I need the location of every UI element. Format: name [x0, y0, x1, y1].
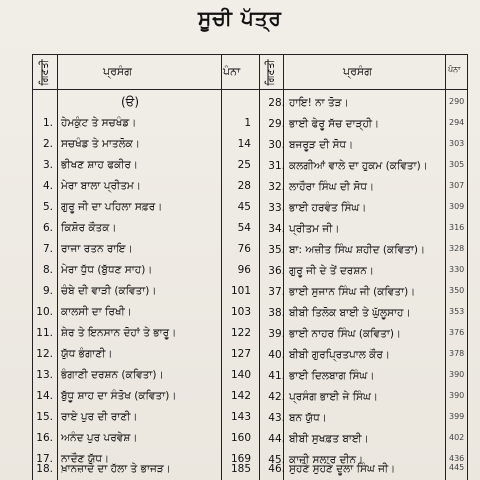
left-row-page: 143: [230, 411, 251, 423]
left-row-topic: ਨਾਦੌਣ ਯੁੱਧ।: [61, 453, 110, 465]
left-row-number: 18.: [36, 463, 53, 475]
left-row-number: 17.: [36, 453, 53, 465]
left-row-topic: ਭੀਖਣ ਸ਼ਾਹ ਫਕੀਰ।: [61, 159, 138, 171]
right-row-topic: ਬਾ: ਅਜ਼ੀਤ ਸਿੰਘ ਸ਼ਹੀਦ (ਕਵਿਤਾ)।: [289, 244, 426, 256]
left-row-page: 96: [237, 264, 251, 276]
left-row-topic: ਬੁੱਧੂ ਸ਼ਾਹ ਦਾ ਸੰਤੋਖ (ਕਵਿਤਾ)।: [61, 390, 177, 402]
right-row-number: 40.: [268, 349, 285, 361]
left-row-number: 3.: [42, 159, 53, 171]
left-row-page: 14: [237, 138, 251, 150]
right-row-number: 39.: [268, 328, 285, 340]
right-row-topic: ਭਾਈ ਦਿਲਬਾਗ ਸਿੰਘ।: [289, 370, 375, 382]
left-row-page: 101: [230, 285, 251, 297]
left-row-topic: ਖ਼ਾਨਜ਼ਾਦੇ ਦਾ ਹੱਲਾ ਤੇ ਭਾਜੜ।: [61, 463, 171, 475]
left-row-topic: ਅਨੰਦ ਪੁਰ ਪਰਵੇਸ਼।: [61, 432, 138, 444]
left-row-topic: ਕਾਲਸੀ ਦਾ ਰਿਖੀ।: [61, 306, 132, 318]
header-left-page: ਪੰਨਾ: [223, 65, 241, 78]
right-row-page: 378: [449, 349, 465, 358]
right-row: [259, 139, 469, 160]
left-row-number: 15.: [36, 411, 53, 423]
right-row-topic: ਕਲਗੀਆਂ ਵਾਲੇ ਦਾ ਹੁਕਮ (ਕਵਿਤਾ)।: [289, 160, 428, 172]
right-row-number: 45.: [268, 454, 285, 466]
right-row: [259, 202, 469, 223]
right-row-topic: ਲਾਹੌਰਾ ਸਿੰਘ ਦੀ ਸੋਧ।: [289, 181, 375, 193]
left-row-topic: ਰਾਏ ਪੁਰ ਦੀ ਰਾਣੀ।: [61, 411, 138, 423]
left-row-number: 12.: [36, 348, 53, 360]
right-row-number: 42.: [268, 391, 285, 403]
left-row: [33, 159, 259, 180]
right-row-page: 436: [449, 454, 465, 463]
right-row-page: 303: [449, 139, 465, 148]
right-row-page: 305: [449, 160, 465, 169]
right-row-topic: ਭਾਈ ਸੁਜਾਨ ਸਿੰਘ ਜੀ (ਕਵਿਤਾ)।: [289, 286, 416, 298]
left-row-page: 169: [230, 453, 251, 465]
contents-table: [32, 54, 468, 480]
left-row-page: 76: [237, 243, 251, 255]
right-row: [259, 307, 469, 328]
right-row: [259, 118, 469, 139]
right-row: [259, 223, 469, 244]
left-row-page: 1: [244, 117, 251, 129]
right-row: [259, 97, 469, 118]
right-row-page: 316: [449, 223, 465, 232]
left-row: [33, 411, 259, 432]
right-row-page: 294: [449, 118, 465, 127]
left-row-number: 7.: [42, 243, 53, 255]
left-row-page: 140: [230, 369, 251, 381]
left-row-number: 10.: [36, 306, 53, 318]
right-row-topic: ਪ੍ਰਸੰਗ ਭਾਈ ਜੇ ਸਿੰਘ।: [289, 391, 378, 403]
right-row: [259, 286, 469, 307]
header-rule: [33, 89, 467, 90]
right-row: [259, 244, 469, 265]
page-title: ਸੂਚੀ ਪੱਤ੍ਰ: [198, 6, 282, 30]
left-row: [33, 138, 259, 159]
left-row: [33, 432, 259, 453]
header-right-number: ਗਿਣਤੀ: [265, 59, 277, 86]
left-row-topic: ਮੇਰਾ ਬਾਲਾ ਪ੍ਰੀਤਮ।: [61, 180, 141, 192]
right-row-topic: ਪ੍ਰੀਤਮ ਜੀ।: [289, 223, 340, 235]
right-row-page: 309: [449, 202, 465, 211]
right-row-page: 290: [449, 97, 465, 106]
left-row-number: 5.: [42, 201, 53, 213]
right-row-page: 328: [449, 244, 465, 253]
header-right-topic: ਪ੍ਰਸੰਗ: [343, 65, 372, 78]
right-row: [259, 433, 469, 454]
right-row-topic: ਬੀਬੀ ਗੁਰਪ੍ਰਿਤਪਾਲ ਕੌਰ।: [289, 349, 390, 361]
right-row-topic: ਬਜਰੂੜ ਦੀ ਸੋਧ।: [289, 139, 354, 151]
section-marker: (ੳ): [121, 95, 140, 109]
right-row-page: 390: [449, 391, 465, 400]
left-row-page: 103: [230, 306, 251, 318]
right-row-number: 29.: [268, 118, 285, 130]
right-row-number: 32.: [268, 181, 285, 193]
left-row-topic: ਯੁੱਧ ਭੰਗਾਣੀ।: [61, 348, 113, 360]
right-row-topic: ਗੁਰੂ ਜੀ ਦੇ ਤੇਂ ਦਰਸ਼ਨ।: [289, 265, 374, 277]
right-row: [259, 265, 469, 286]
left-row: [33, 285, 259, 306]
left-row-page: 160: [230, 432, 251, 444]
left-row-number: 9.: [42, 285, 53, 297]
left-row-topic: ਸ਼ੇਰ ਤੇ ਇਨਸਾਨ ਦੋਹਾਂ ਤੇ ਭਾਰੂ।: [61, 327, 177, 339]
right-row: [259, 181, 469, 202]
left-row-topic: ਗੁਰੂ ਜੀ ਦਾ ਪਹਿਲਾ ਸਫ਼ਰ।: [61, 201, 163, 213]
left-row: [33, 390, 259, 411]
left-row: [33, 463, 259, 480]
left-row-number: 13.: [36, 369, 53, 381]
left-row-page: 25: [237, 159, 251, 171]
left-row: [33, 180, 259, 201]
right-row-page: 402: [449, 433, 465, 442]
right-row-topic: ਭਾਈ ਨਾਹਰ ਸਿੰਘ (ਕਵਿਤਾ)।: [289, 328, 402, 340]
header-left-number: ਗਿਣਤੀ: [39, 59, 51, 86]
left-row-number: 11.: [36, 327, 53, 339]
right-row: [259, 391, 469, 412]
right-row-number: 43.: [268, 412, 285, 424]
left-row-topic: ਭੰਗਾਣੀ ਦਰਸ਼ਨ (ਕਵਿਤਾ)।: [61, 369, 164, 381]
right-row-number: 28.: [268, 97, 285, 109]
right-row-topic: ਬਨ ਯੁੱਧ।: [289, 412, 327, 424]
left-row: [33, 327, 259, 348]
right-row-number: 31.: [268, 160, 285, 172]
right-row-topic: ਹਾਇ! ਨਾ ਤੋੜ।: [289, 97, 349, 109]
right-row: [259, 328, 469, 349]
left-row: [33, 348, 259, 369]
right-row-number: 35.: [268, 244, 285, 256]
right-row-page: 307: [449, 181, 465, 190]
left-row-page: 54: [237, 222, 251, 234]
left-row: [33, 264, 259, 285]
right-row-page: 353: [449, 307, 465, 316]
left-row: [33, 201, 259, 222]
right-row-page: 445: [449, 463, 465, 472]
right-row-topic: ਬੀਬੀ ਤਿਲੋਕ ਬਾਈ ਤੇ ਘੁੱਲੂਸਾਹ।: [289, 307, 411, 319]
header-right-page: ਪੰਨਾ: [448, 65, 461, 74]
left-row-number: 4.: [42, 180, 53, 192]
left-row-topic: ਰਾਜਾ ਰਤਨ ਰਾਇ।: [61, 243, 133, 255]
right-row-page: 350: [449, 286, 465, 295]
right-row-number: 44.: [268, 433, 285, 445]
left-row-page: 122: [230, 327, 251, 339]
left-row-number: 8.: [42, 264, 53, 276]
left-row: [33, 222, 259, 243]
right-row-number: 33.: [268, 202, 285, 214]
left-row-number: 16.: [36, 432, 53, 444]
left-row-topic: ਸਚਖੰਡ ਤੇ ਮਾਤਲੋਕ।: [61, 138, 140, 150]
right-row-number: 37.: [268, 286, 285, 298]
left-row: [33, 369, 259, 390]
right-row-topic: ਭਾਈ ਹਰਵੰਤ ਸਿੰਘ।: [289, 202, 367, 214]
right-row-number: 46.: [268, 463, 285, 475]
left-row-page: 45: [237, 201, 251, 213]
header-left-topic: ਪ੍ਰਸੰਗ: [103, 65, 132, 78]
left-row: [33, 117, 259, 138]
right-row: [259, 412, 469, 433]
right-row-number: 38.: [268, 307, 285, 319]
left-row-number: 1.: [42, 117, 53, 129]
right-row-topic: ਬੀਬੀ ਸੁਖਫ਼ਤ ਬਾਈ।: [289, 433, 369, 445]
left-row-topic: ਮੇਰਾ ਧੁੱਧ (ਬੁੱਧਣ ਸਾਹ)।: [61, 264, 153, 276]
right-row-number: 36.: [268, 265, 285, 277]
right-row: [259, 370, 469, 391]
left-row-number: 14.: [36, 390, 53, 402]
left-row: [33, 306, 259, 327]
right-row: [259, 463, 469, 480]
right-row: [259, 349, 469, 370]
left-row-topic: ਚੰਬੇ ਦੀ ਵਾੜੀ (ਕਵਿਤਾ)।: [61, 285, 157, 297]
left-row-number: 6.: [42, 222, 53, 234]
left-row-topic: ਹੇਮਕੁੰਟ ਤੇ ਸਚਖੰਡ।: [61, 117, 137, 129]
left-row-page: 185: [230, 463, 251, 475]
right-row-page: 376: [449, 328, 465, 337]
left-row-page: 127: [230, 348, 251, 360]
right-row-topic: ਭਾਈ ਫੇਰੂ ਸੱਚ ਦਾੜ੍ਹੀ।: [289, 118, 380, 130]
left-row-page: 142: [230, 390, 251, 402]
right-row-number: 41.: [268, 370, 285, 382]
right-row-page: 399: [449, 412, 465, 421]
right-row: [259, 160, 469, 181]
right-row-number: 34.: [268, 223, 285, 235]
right-row-topic: ਸੁਹਣੇ ਸੁਹਣੇ ਦੂਲਾ ਸਿੰਘ ਜੀ।: [289, 463, 396, 475]
left-row: [33, 243, 259, 264]
right-row-page: 330: [449, 265, 465, 274]
right-row-page: 390: [449, 370, 465, 379]
left-row-page: 28: [237, 180, 251, 192]
left-row-topic: ਕਿਸ਼ੋਰ ਕੌਤਕ।: [61, 222, 117, 234]
right-row-number: 30.: [268, 139, 285, 151]
right-row-topic: ਕਾਜ਼ੀ ਸਲਾਰ ਦੀਨ।: [289, 454, 364, 466]
left-row-number: 2.: [42, 138, 53, 150]
